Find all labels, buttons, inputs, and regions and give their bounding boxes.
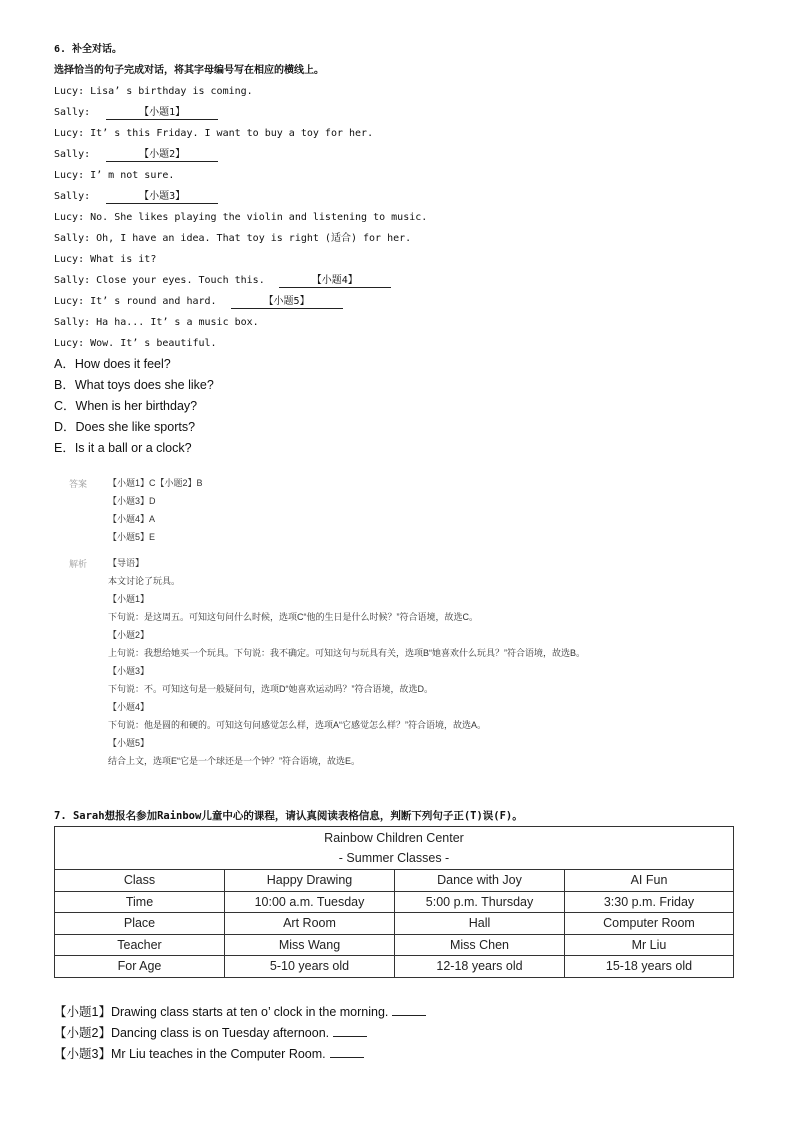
dialogue-line-6: Sally: 【小题3】	[54, 190, 218, 204]
table-row	[55, 891, 734, 913]
answer-blank-5[interactable]: 【小题5】	[231, 295, 343, 309]
answer-line: 【小题5】E	[108, 532, 156, 542]
analysis-line: 下句说：是这周五。可知这句问什么时候，选项C“他的生日是什么时候？”符合语境，故选C。	[108, 612, 478, 622]
table-heading	[55, 827, 734, 870]
analysis-line: 【小题1】	[108, 594, 150, 604]
table-cell: Mr Liu	[565, 934, 734, 956]
dialogue-line-10: Sally: Close your eyes. Touch this. 【小题4】	[54, 274, 391, 288]
dialogue-line-2: Sally: 【小题1】	[54, 106, 218, 120]
analysis-line: 【小题3】	[108, 666, 150, 676]
table-cell: Miss Chen	[395, 934, 565, 956]
table-cell: 5:00 p.m. Thursday	[395, 891, 565, 913]
analysis-line: 本文讨论了玩具。	[108, 576, 181, 586]
table-row	[55, 913, 734, 935]
answer-label: 答案	[69, 479, 88, 489]
table-cell: 15-18 years old	[565, 956, 734, 978]
option-b: B．What toys does she like?	[54, 378, 214, 392]
option-c: C．When is her birthday?	[54, 399, 198, 413]
analysis-line: 上句说：我想给她买一个玩具。下句说：我不确定。可知这句与玩具有关，选项B“她喜欢什么玩具？”符合语境，故选B。	[108, 648, 586, 658]
tf-question-2: 【小题2】Dancing class is on Tuesday afternoon.	[54, 1023, 367, 1041]
q6-instruction: 选择恰当的句子完成对话，将其字母编号写在相应的横线上。	[54, 65, 324, 76]
table-cell: Hall	[395, 913, 565, 935]
table-cell: 12-18 years old	[395, 956, 565, 978]
tf-answer-blank-3[interactable]	[330, 1047, 364, 1058]
answer-blank-3[interactable]: 【小题3】	[106, 190, 218, 204]
table-cell: Place	[55, 913, 225, 935]
answer-blank-4[interactable]: 【小题4】	[279, 274, 391, 288]
dialogue-line-11: Lucy: It’ s round and hard. 【小题5】	[54, 295, 343, 309]
analysis-line: 【导语】	[108, 558, 145, 568]
table-subtitle: - Summer Classes -	[338, 851, 450, 865]
table-title: Rainbow Children Center	[324, 831, 464, 845]
dialogue-line-7: Lucy: No. She likes playing the violin and listening to music.	[54, 212, 428, 223]
tf-answer-blank-2[interactable]	[333, 1026, 367, 1037]
analysis-line: 结合上文，选项E“它是一个球还是一个钟？”符合语境，故选E。	[108, 756, 361, 766]
table-cell: 5-10 years old	[225, 956, 395, 978]
answer-line: 【小题3】D	[108, 496, 156, 506]
answer-line: 【小题1】C【小题2】B	[108, 478, 203, 488]
analysis-label: 解析	[69, 559, 88, 569]
dialogue-line-1: Lucy: Lisa’ s birthday is coming.	[54, 86, 253, 97]
table-cell: For Age	[55, 956, 225, 978]
tf-question-3: 【小题3】Mr Liu teaches in the Computer Room.	[54, 1044, 364, 1062]
table-header-row	[55, 827, 734, 870]
option-a: A．How does it feel?	[54, 357, 171, 371]
tf-answer-blank-1[interactable]	[392, 1005, 426, 1016]
table-cell: Miss Wang	[225, 934, 395, 956]
dialogue-line-4: Sally: 【小题2】	[54, 148, 218, 162]
table-cell: Time	[55, 891, 225, 913]
dialogue-line-12: Sally: Ha ha... It’ s a music box.	[54, 317, 259, 328]
answer-line: 【小题4】A	[108, 514, 156, 524]
option-d: D．Does she like sports?	[54, 420, 196, 434]
analysis-line: 【小题5】	[108, 738, 150, 748]
analysis-line: 【小题2】	[108, 630, 150, 640]
table-cell: AI Fun	[565, 870, 734, 892]
table-cell: Art Room	[225, 913, 395, 935]
table-cell: Class	[55, 870, 225, 892]
table-cell: 3:30 p.m. Friday	[565, 891, 734, 913]
table-cell: Happy Drawing	[225, 870, 395, 892]
analysis-line: 下句说：他是圆的和硬的。可知这句问感觉怎么样，选项A“它感觉怎么样？”符合语境，故选A。	[108, 720, 487, 730]
dialogue-line-9: Lucy: What is it?	[54, 254, 157, 265]
table-row	[55, 870, 734, 892]
table-cell: Dance with Joy	[395, 870, 565, 892]
schedule-table	[54, 826, 734, 978]
table-cell: 10:00 a.m. Tuesday	[225, 891, 395, 913]
q7-title: 7. Sarah想报名参加Rainbow儿童中心的课程，请认真阅读表格信息，判断下列句子正(T)误(F)。	[54, 810, 523, 822]
dialogue-line-13: Lucy: Wow. It’ s beautiful.	[54, 338, 217, 349]
table-cell: Computer Room	[565, 913, 734, 935]
table-cell: Teacher	[55, 934, 225, 956]
q6-title: 6. 补全对话。	[54, 44, 123, 55]
analysis-line: 下句说：不。可知这句是一般疑问句，选项D“她喜欢运动吗？”符合语境，故选D。	[108, 684, 433, 694]
analysis-line: 【小题4】	[108, 702, 150, 712]
table-row	[55, 934, 734, 956]
answer-blank-1[interactable]: 【小题1】	[106, 106, 218, 120]
dialogue-line-5: Lucy: I’ m not sure.	[54, 170, 175, 181]
dialogue-line-8: Sally: Oh, I have an idea. That toy is right (适合) for her.	[54, 233, 412, 244]
dialogue-line-3: Lucy: It’ s this Friday. I want to buy a toy for her.	[54, 128, 374, 139]
tf-question-1: 【小题1】Drawing class starts at ten o’ clock in the morning.	[54, 1002, 426, 1020]
table-row	[55, 956, 734, 978]
answer-blank-2[interactable]: 【小题2】	[106, 148, 218, 162]
option-e: E．Is it a ball or a clock?	[54, 441, 192, 455]
